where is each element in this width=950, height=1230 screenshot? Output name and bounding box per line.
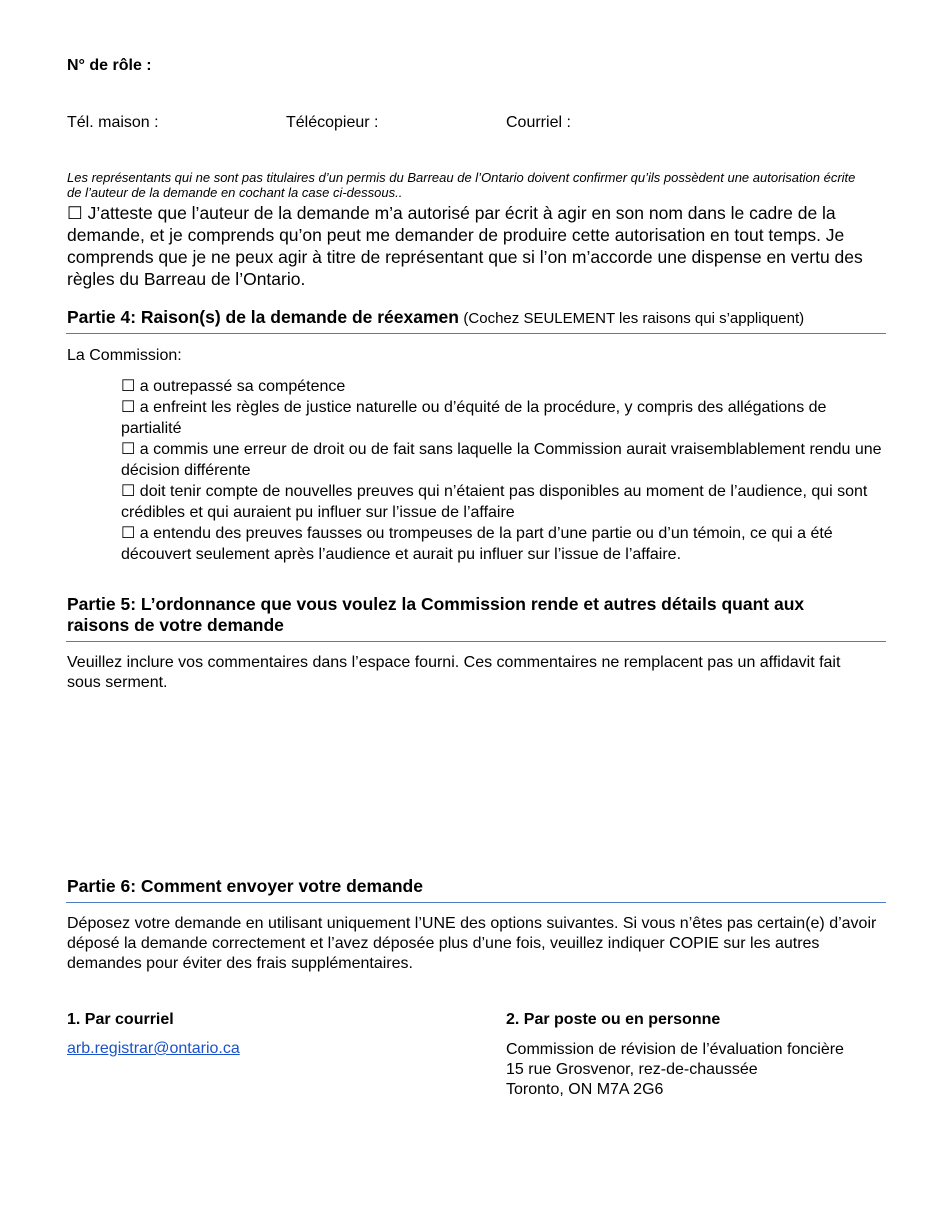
reason-item (121, 481, 891, 523)
part4-heading (67, 307, 897, 328)
reason-checkbox[interactable]: ☐ (121, 483, 136, 500)
part4-title: Partie 4: Raison(s) de la demande de réexamen (67, 307, 459, 327)
reason-checkbox[interactable]: ☐ (121, 399, 136, 416)
attestation-text: J’atteste que l’auteur de la demande m’a autorisé par écrit à agir en son nom dans le cadre de la demande, et je comprends qu’on peut me demander de produire cette autorisation en tout temps. Je comprends que je ne peux agir à titre de représentant que si l’on m’accorde une dispense en vertu des règles du Barreau de l’Ontario. (67, 203, 863, 289)
part5-divider (66, 641, 886, 642)
attestation-paragraph (67, 202, 877, 290)
attestation-checkbox[interactable]: ☐ (67, 203, 83, 223)
representative-note: Les représentants qui ne sont pas titulaires d’un permis du Barreau de l’Ontario doivent confirmer qu’ils possèdent une autorisation écrite de l’auteur de la demande en cochant la case ci-dessous.. (67, 170, 856, 200)
registrar-email-link[interactable]: arb.registrar@ontario.ca (67, 1040, 240, 1057)
address-line: Commission de révision de l’évaluation foncière (506, 1041, 844, 1058)
reason-checkbox[interactable]: ☐ (121, 525, 136, 542)
home-phone-label: Tél. maison : (67, 114, 159, 131)
fax-label: Télécopieur : (286, 114, 379, 131)
roll-number-label: N° de rôle : (67, 57, 152, 74)
reason-text: a entendu des preuves fausses ou trompeuses de la part d’une partie ou d’un témoin, ce qui a été découvert seulement après l’audience et aurait pu influer sur l’issue de l’affaire. (121, 525, 833, 563)
reason-item (121, 439, 891, 481)
reason-item (121, 523, 891, 565)
reason-text: a enfreint les règles de justice naturelle ou d’équité de la procédure, y compris des allégations de partialité (121, 399, 827, 437)
part4-subtitle: (Cochez SEULEMENT les raisons qui s’appliquent) (463, 310, 805, 327)
reason-checkbox[interactable]: ☐ (121, 441, 136, 458)
option-mail-title: 2. Par poste ou en personne (506, 1011, 721, 1028)
reason-text: a commis une erreur de droit ou de fait sans laquelle la Commission aurait vraisemblablement rendu une décision différente (121, 441, 882, 479)
reason-text: a outrepassé sa compétence (139, 378, 346, 395)
reason-text: doit tenir compte de nouvelles preuves qui n’étaient pas disponibles au moment de l’audience, qui sont crédibles et qui auraient pu influer sur l’issue de l’affaire (121, 483, 868, 521)
part6-instructions: Déposez votre demande en utilisant uniquement l’UNE des options suivantes. Si vous n’êtes pas certain(e) d’avoir déposé la demande correctement et l’avez déposée plus d’une fois, veuillez indiquer COPIE sur les autres demandes pour éviter des frais supplémentaires. (67, 915, 877, 972)
part6-title: Partie 6: Comment envoyer votre demande (67, 876, 423, 896)
address-line: Toronto, ON M7A 2G6 (506, 1081, 664, 1098)
part4-intro: La Commission: (67, 347, 182, 364)
mailing-address (506, 1040, 906, 1100)
reasons-list (121, 376, 891, 565)
part5-instructions: Veuillez inclure vos commentaires dans l’espace fourni. Ces commentaires ne remplacent pas un affidavit fait sous serment. (67, 654, 841, 691)
reason-checkbox[interactable]: ☐ (121, 378, 136, 395)
part6-divider (66, 902, 886, 903)
reason-item (121, 376, 891, 397)
part4-divider (66, 333, 886, 334)
reason-item (121, 397, 891, 439)
option-email-title: 1. Par courriel (67, 1011, 174, 1028)
part5-title: Partie 5: L’ordonnance que vous voulez la Commission rende et autres détails quant aux raisons de votre demande (67, 594, 805, 635)
address-line: 15 rue Grosvenor, rez-de-chaussée (506, 1061, 758, 1078)
comments-area[interactable] (66, 700, 886, 860)
email-label: Courriel : (506, 114, 571, 131)
